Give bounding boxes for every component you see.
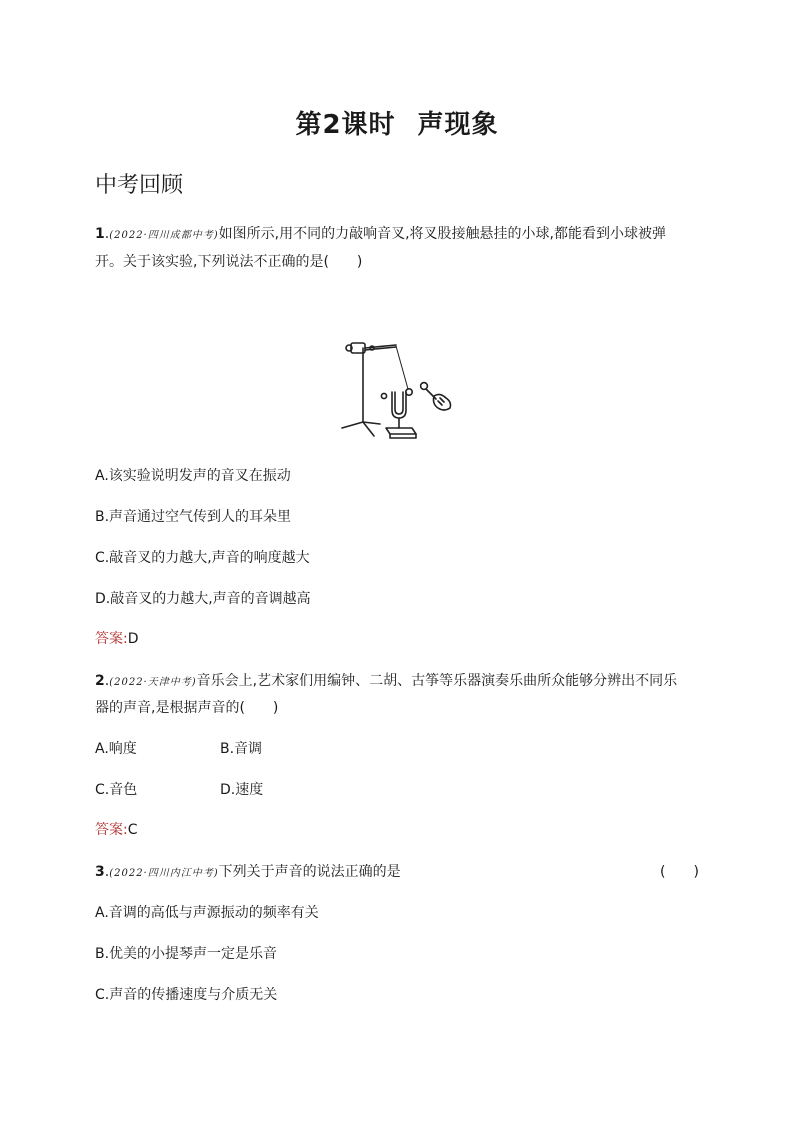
- q1-stem-line2: 开。关于该实验,下列说法不正确的是( ): [95, 254, 363, 270]
- q1-line1: 1.(2022·四川成都中考)如图所示,用不同的力敲响音叉,将叉股接触悬挂的小球,都能看到小球被弹: [95, 226, 666, 242]
- q1-option-d: D.敲音叉的力越大,声音的音调越高: [95, 591, 311, 607]
- q1-stem-line1: 如图所示,用不同的力敲响音叉,将叉股接触悬挂的小球,都能看到小球被弹: [218, 226, 666, 242]
- q1-option-c: C.敲音叉的力越大,声音的响度越大: [95, 550, 310, 566]
- q3-option-a: A.音调的高低与声源振动的频率有关: [95, 905, 319, 921]
- q2-option-b: B.音调: [220, 741, 263, 757]
- page-title: [0, 104, 794, 141]
- q1-source: (2022·四川成都中考): [109, 230, 219, 241]
- q1-number: 1: [95, 226, 105, 242]
- q2-line1: 2.(2022·天津中考)音乐会上,艺术家们用编钟、二胡、古筝等乐器演奏乐曲所众能够分辨出不同乐: [95, 673, 678, 689]
- q2-answer-value: C: [127, 822, 138, 838]
- q3-number: 3: [95, 864, 105, 880]
- q2-answer: [95, 820, 138, 840]
- q2-source: (2022·天津中考): [109, 677, 197, 688]
- q3-option-b: B.优美的小提琴声一定是乐音: [95, 946, 278, 962]
- q3-answer-paren: ( ): [660, 864, 699, 880]
- q1-answer: [95, 629, 139, 649]
- section-title: 中考回顾: [95, 173, 184, 198]
- q1-answer-value: D: [127, 631, 139, 647]
- tuning-fork-figure: [336, 336, 460, 440]
- q2-number: 2: [95, 673, 105, 689]
- q1-option-a: A.该实验说明发声的音叉在振动: [95, 468, 291, 484]
- q1-option-b: B.声音通过空气传到人的耳朵里: [95, 509, 292, 525]
- q3-source: (2022·四川内江中考): [109, 868, 219, 879]
- q3-line1: 3.(2022·四川内江中考)下列关于声音的说法正确的是: [95, 864, 401, 880]
- q2-stem-line2: 器的声音,是根据声音的( ): [95, 700, 279, 716]
- title-lesson: 第2课时: [295, 110, 396, 140]
- q2-stem-line1: 音乐会上,艺术家们用编钟、二胡、古筝等乐器演奏乐曲所众能够分辨出不同乐: [196, 673, 678, 689]
- q2-answer-label: 答案:: [95, 822, 128, 838]
- q2-option-d: D.速度: [220, 782, 264, 798]
- title-topic: 声现象: [417, 110, 499, 140]
- q2-option-a: A.响度: [95, 741, 137, 757]
- q3-option-c: C.声音的传播速度与介质无关: [95, 987, 278, 1003]
- q2-option-c: C.音色: [95, 782, 138, 798]
- q3-stem-line1: 下列关于声音的说法正确的是: [218, 864, 401, 880]
- q1-answer-label: 答案:: [95, 631, 128, 647]
